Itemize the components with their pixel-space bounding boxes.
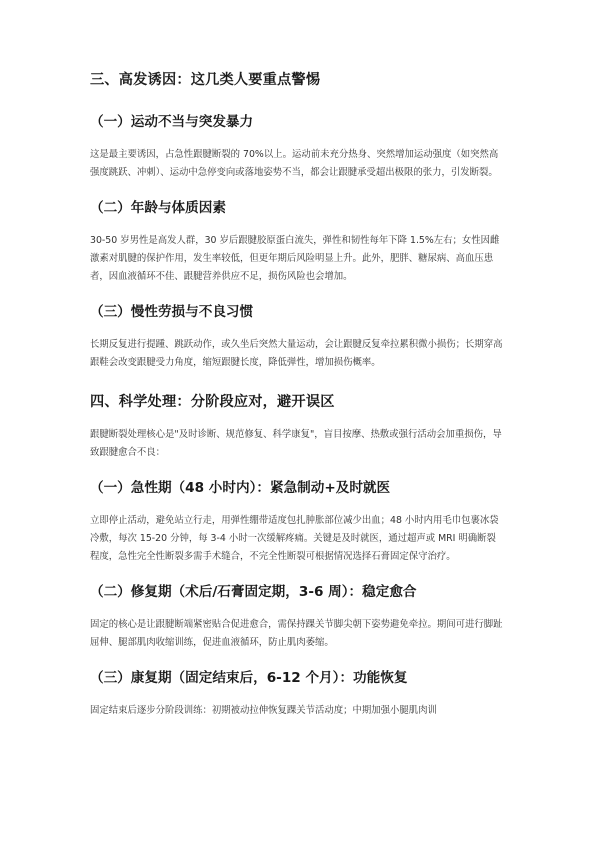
paragraph: 固定的核心是让跟腱断端紧密贴合促进愈合，需保持踝关节脚尖朝下姿势避免牵拉。期间可进行脚趾屈伸、腿部肌肉收缩训练，促进血液循环，防止肌肉萎缩。: [90, 619, 503, 648]
subsection-title: （一）运动不当与突发暴力: [90, 114, 254, 130]
section-4-sub-2: [90, 582, 505, 652]
subsection-title: （三）慢性劳损与不良习惯: [90, 304, 254, 320]
paragraph: 长期反复进行提踵、跳跃动作，或久坐后突然大量运动，会让跟腱反复牵拉累积微小损伤；长期穿高跟鞋会改变跟腱受力角度，缩短跟腱长度，降低弹性，增加损伤概率。: [90, 339, 503, 368]
section-3-sub-1: [90, 112, 505, 182]
paragraph: 固定结束后逐步分阶段训练：初期被动拉伸恢复踝关节活动度；中期加强小腿肌肉训: [90, 705, 437, 716]
section-4-title: 四、科学处理：分阶段应对，避开误区: [90, 394, 335, 410]
section-4-sub-3: [90, 668, 505, 720]
paragraph: 立即停止活动，避免站立行走，用弹性绷带适度包扎肿胀部位减少出血；48 小时内用毛巾包裹冰袋冷敷，每次 15-20 分钟，每 3-4 小时一次缓解疼痛。关键是及时就医，通过超声或 MRI 明确断裂程度，急性完全性断裂多需手术缝合，不完全性断裂可根据情况选择石膏固定保守治疗。: [90, 515, 499, 562]
paragraph: 这是最主要诱因，占急性跟腱断裂的 70%以上。运动前未充分热身、突然增加运动强度（如突然高强度跳跃、冲刺）、运动中急停变向或落地姿势不当，都会让跟腱承受超出极限的张力，引发断裂。: [90, 149, 499, 178]
subsection-title: （二）年龄与体质因素: [90, 200, 226, 216]
section-4-sub-1: [90, 478, 505, 566]
paragraph: 30-50 岁男性是高发人群，30 岁后跟腱胶原蛋白流失，弹性和韧性每年下降 1.5%左右；女性因雌激素对肌腱的保护作用，发生率较低，但更年期后风险明显上升。此外，肥胖、糖尿病、高血压患者，因血液循环不佳、跟腱营养供应不足，损伤风险也会增加。: [90, 235, 500, 282]
subsection-title: （二）修复期（术后/石膏固定期，3-6 周）：稳定愈合: [90, 584, 417, 600]
subsection-title: （一）急性期（48 小时内）：紧急制动+及时就医: [90, 480, 391, 496]
subsection-title: （三）康复期（固定结束后，6-12 个月）：功能恢复: [90, 670, 408, 686]
section-4-intro: 跟腱断裂处理核心是"及时诊断、规范修复、科学康复"，盲目按摩、热敷或强行活动会加重损伤，导致跟腱愈合不良：: [90, 429, 502, 458]
section-3-sub-3: [90, 302, 505, 372]
section-4: [90, 392, 505, 720]
section-3: [90, 70, 505, 372]
section-3-sub-2: [90, 198, 505, 286]
section-3-title: 三、高发诱因：这几类人要重点警惕: [90, 72, 321, 88]
